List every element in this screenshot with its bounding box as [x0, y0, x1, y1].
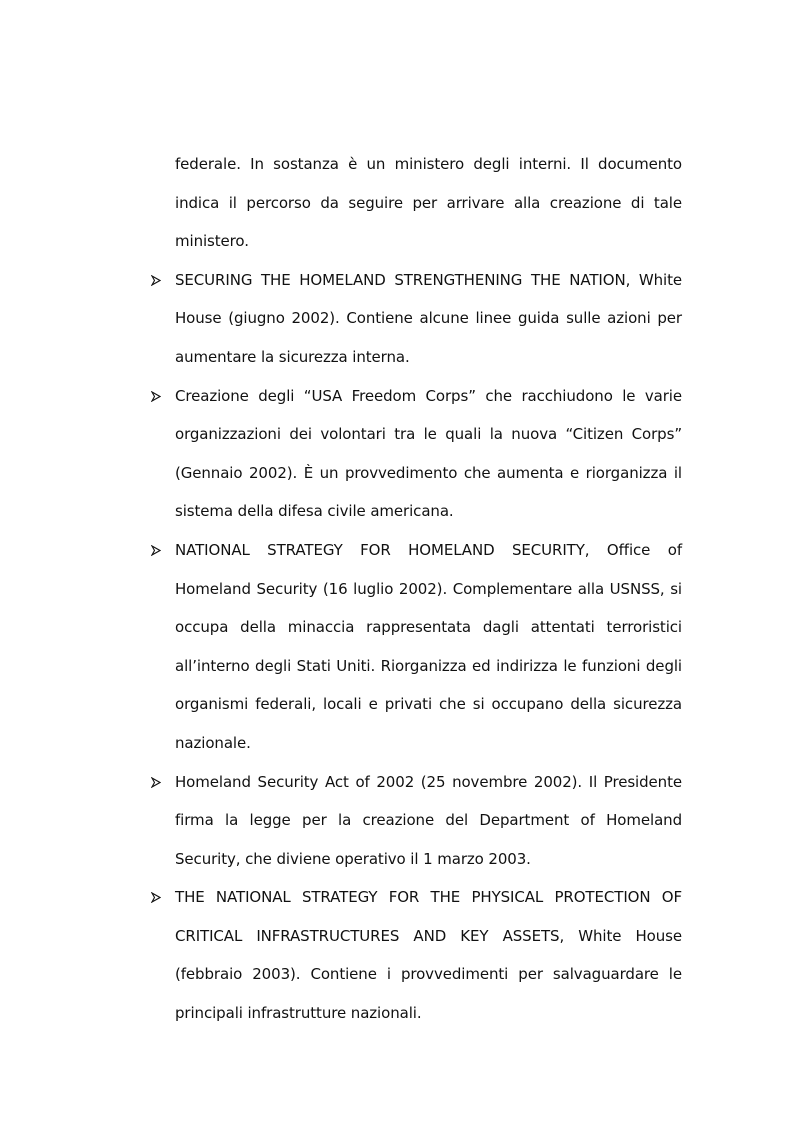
list-item-text: THE NATIONAL STRATEGY FOR THE PHYSICAL PROTECTION OF CRITICAL INFRASTRUCTURES AND KEY ASSETS, White House (febbraio 2003). Contiene i provvedimenti per salvaguardare le principali infrastrutture nazionali.: [175, 888, 682, 1023]
list-item: [151, 261, 682, 377]
list-item: [151, 763, 682, 879]
arrowhead-bullet-icon: [151, 777, 161, 788]
intro-paragraph: federale. In sostanza è un ministero degli interni. Il documento indica il percorso da seguire per arrivare alla creazione di tale ministero.: [175, 155, 682, 251]
list-item-text: Homeland Security Act of 2002 (25 novembre 2002). Il Presidente firma la legge per la creazione del Department of Homeland Security, che diviene operativo il 1 marzo 2003.: [175, 772, 682, 868]
list-item: [151, 377, 682, 531]
arrowhead-bullet-icon: [151, 892, 161, 903]
list-item-text: Creazione degli “USA Freedom Corps” che racchiudono le varie organizzazioni dei volontari tra le quali la nuova “Citizen Corps” (Gennaio 2002). È un provvedimento che aumenta e riorganizza il sistema della difesa civile americana.: [175, 386, 682, 521]
arrowhead-bullet-icon: [151, 391, 161, 402]
arrowhead-bullet-icon: [151, 275, 161, 286]
list-item-text: SECURING THE HOMELAND STRENGTHENING THE NATION, White House (giugno 2002). Contiene alcune linee guida sulle azioni per aumentare la sicurezza interna.: [175, 270, 682, 366]
list-item: [151, 531, 682, 763]
list-item: [151, 878, 682, 1032]
document-body: [151, 145, 682, 1033]
arrowhead-bullet-icon: [151, 545, 161, 556]
list-item-text: NATIONAL STRATEGY FOR HOMELAND SECURITY, Office of Homeland Security (16 luglio 2002). Complementare alla USNSS, si occupa della minaccia rappresentata dagli attentati terroristici all’interno degli Stati Uniti. Riorganizza ed indirizza le funzioni degli organismi federali, locali e privati che si occupano della sicurezza nazionale.: [175, 540, 682, 752]
